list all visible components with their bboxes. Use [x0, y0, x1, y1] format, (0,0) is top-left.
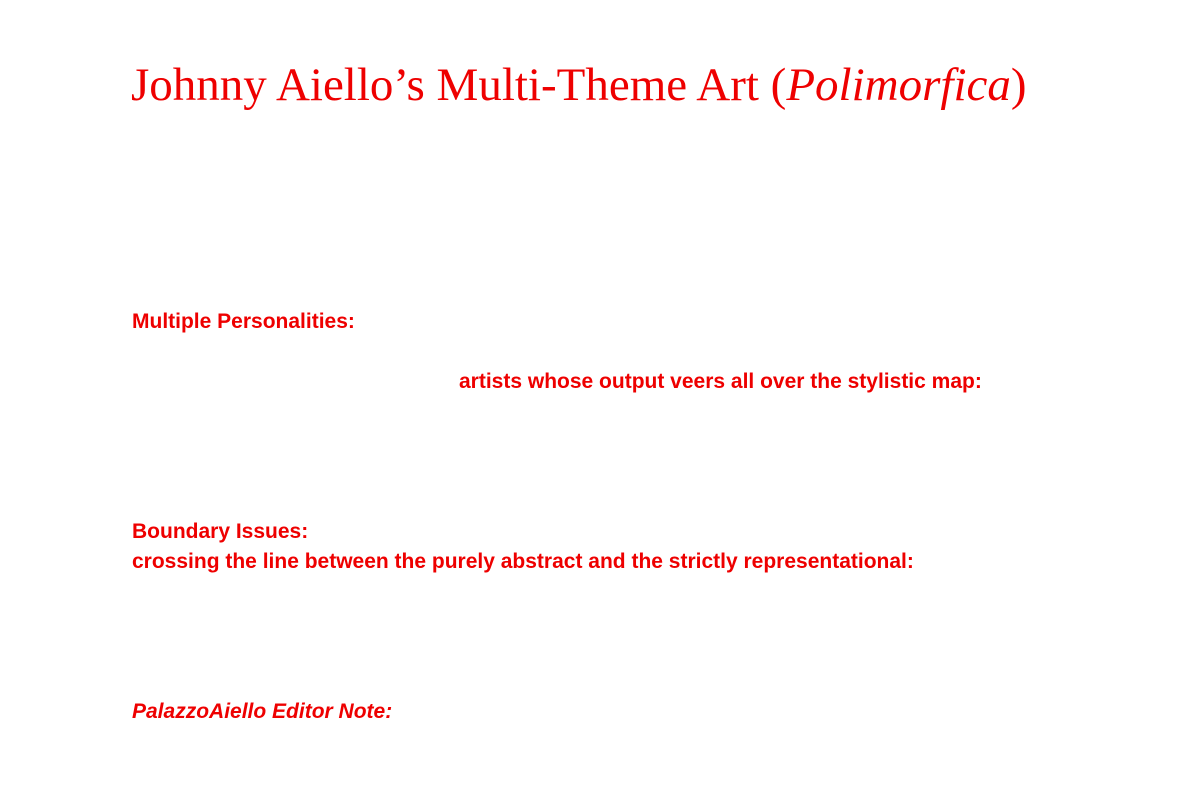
multiple-personalities-text: artists whose output veers all over the stylistic map:: [459, 370, 982, 393]
page-title-main: Johnny Aiello’s Multi-Theme Art (: [131, 59, 787, 111]
page-title: [131, 55, 1027, 115]
boundary-issues-heading: Boundary Issues:: [132, 520, 309, 543]
boundary-issues-text: crossing the line between the purely abstract and the strictly representational:: [132, 550, 914, 573]
page-title-italic: Polimorfica: [786, 59, 1011, 111]
editor-note-heading: PalazzoAiello Editor Note:: [132, 700, 393, 723]
page-title-end: ): [1010, 59, 1027, 111]
multiple-personalities-heading: Multiple Personalities:: [132, 310, 355, 333]
